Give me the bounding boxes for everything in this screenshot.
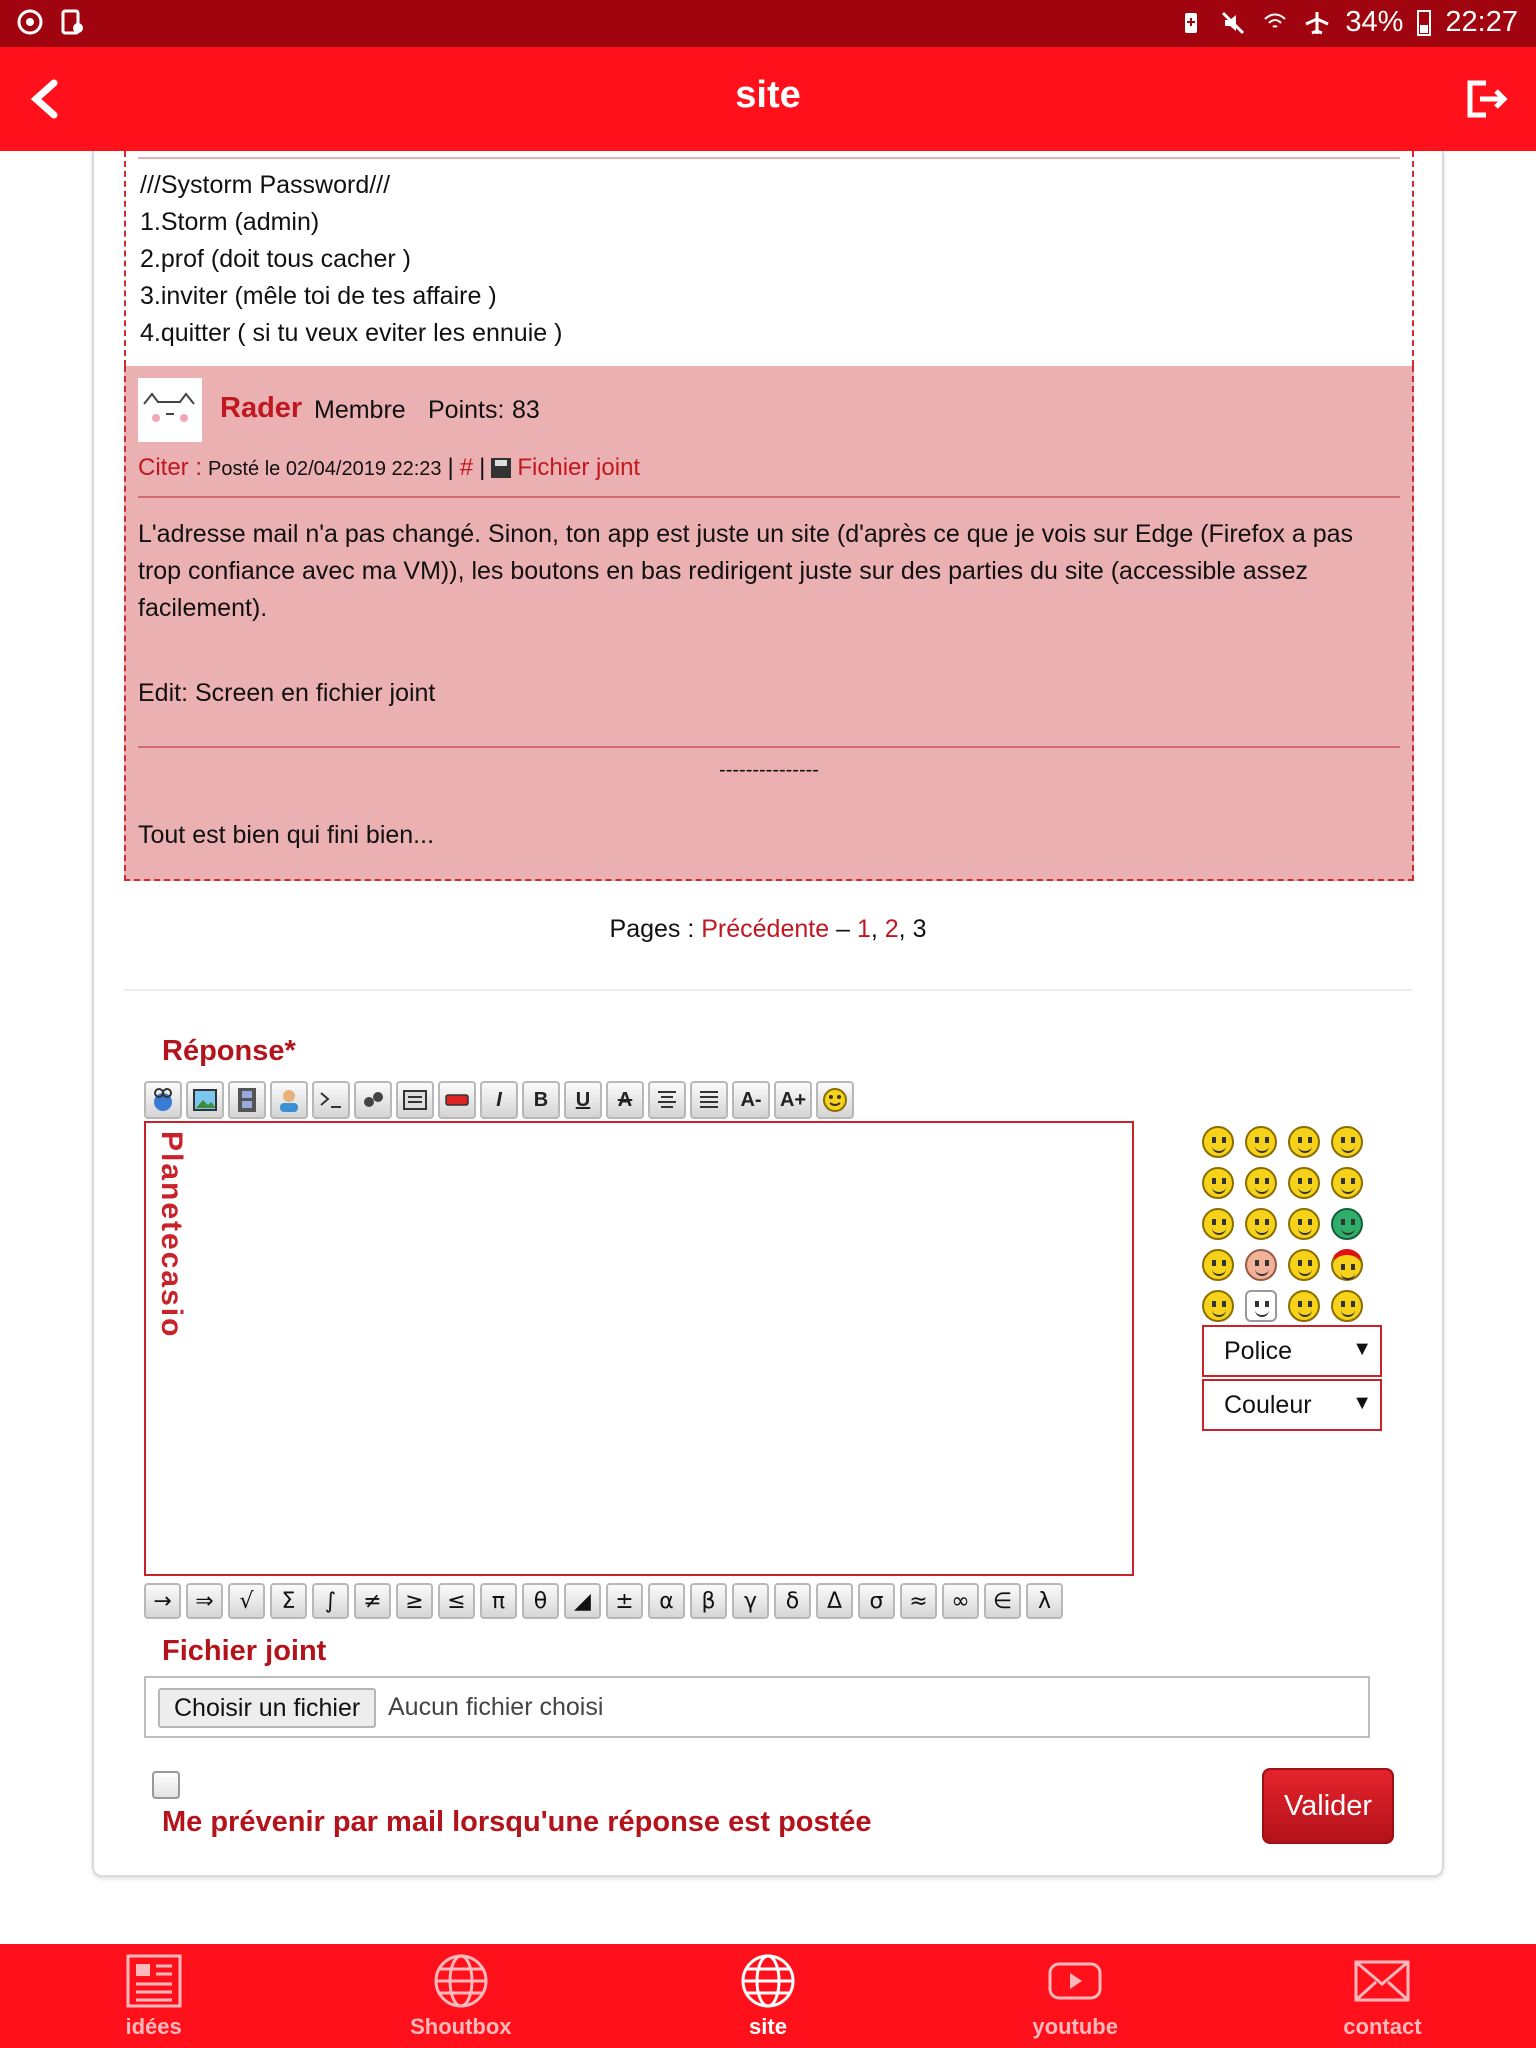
nav-label: site <box>749 2014 787 2039</box>
annoyed-smiley-icon[interactable] <box>1331 1167 1363 1199</box>
divider <box>138 496 1400 498</box>
color-select-value: Couleur <box>1224 1391 1312 1419</box>
battery-icon <box>1417 10 1431 36</box>
previous-page-link[interactable]: Précédente <box>701 915 830 943</box>
color-select[interactable] <box>1202 1379 1382 1431</box>
clock: 22:27 <box>1445 6 1518 38</box>
spoiler-icon[interactable] <box>396 1081 434 1119</box>
code-icon[interactable] <box>312 1081 350 1119</box>
post-body: L'adresse mail n'a pas changé. Sinon, ton app est juste un site (d'après ce que je vois sur Edge (Firefox a pas trop confiance avec ma VM)), les boutons en bas redirigent juste sur des parties du site (accessible assez facilement). <box>138 520 1354 622</box>
symbol-button[interactable]: α <box>648 1583 685 1619</box>
cite-link[interactable]: Citer : <box>138 454 203 481</box>
symbol-button[interactable]: β <box>690 1583 727 1619</box>
symbol-button[interactable]: ≤ <box>438 1583 475 1619</box>
nav-item-youtube[interactable] <box>922 1944 1229 2048</box>
symbol-button[interactable]: π <box>480 1583 517 1619</box>
symbol-button[interactable]: λ <box>1026 1583 1063 1619</box>
nav-item-contact[interactable] <box>1229 1944 1536 2048</box>
frown-smiley-icon[interactable] <box>1202 1290 1234 1322</box>
baby-smiley-icon[interactable] <box>1245 1249 1277 1281</box>
newspaper-icon <box>124 1952 184 2010</box>
image-icon[interactable] <box>186 1081 224 1119</box>
symbol-button[interactable]: ≥ <box>396 1583 433 1619</box>
confused-smiley-icon[interactable] <box>1245 1208 1277 1240</box>
symbol-button[interactable]: → <box>144 1583 181 1619</box>
font-select-value: Police <box>1224 1337 1293 1365</box>
happy-smiley-icon[interactable] <box>1288 1290 1320 1322</box>
mute-icon <box>1219 9 1247 37</box>
devil-smiley-icon[interactable] <box>1331 1290 1363 1322</box>
attachment-link[interactable]: Fichier joint <box>517 454 641 481</box>
post-date: Posté le 02/04/2019 22:23 <box>208 458 442 480</box>
glasses-smiley-icon[interactable] <box>1202 1208 1234 1240</box>
video-icon[interactable] <box>228 1081 266 1119</box>
dropdown-arrow-icon: ▼ <box>1352 1392 1372 1414</box>
green-grin-smiley-icon[interactable] <box>1331 1208 1363 1240</box>
device-icon <box>58 8 86 36</box>
page-1-link[interactable]: 1 <box>856 915 871 943</box>
angry-smiley-icon[interactable] <box>1288 1208 1320 1240</box>
post-edit-note: Edit: Screen en fichier joint <box>138 679 436 707</box>
youtube-icon <box>1045 1952 1105 2010</box>
symbol-button[interactable]: ⇒ <box>186 1583 223 1619</box>
reply-textarea[interactable] <box>144 1121 1134 1576</box>
symbol-button[interactable]: ∞ <box>942 1583 979 1619</box>
nav-label: idées <box>125 2014 182 2039</box>
align-center-icon[interactable] <box>648 1081 686 1119</box>
points-value: 83 <box>512 396 540 424</box>
tongue-smiley-icon[interactable] <box>1331 1126 1363 1158</box>
file-input[interactable] <box>144 1676 1370 1738</box>
post-line: 2.prof (doit tous cacher ) <box>140 245 411 273</box>
file-status: Aucun fichier choisi <box>388 1693 604 1721</box>
smiley-icon[interactable] <box>1202 1126 1234 1158</box>
nav-item-shoutbox[interactable] <box>307 1944 614 2048</box>
post-author[interactable]: Rader <box>220 392 303 424</box>
smiley-panel <box>1202 1126 1363 1322</box>
symbol-button[interactable]: √ <box>228 1583 265 1619</box>
required-mark: * <box>284 1035 296 1067</box>
page-2-link[interactable]: 2 <box>884 915 899 943</box>
rolling-eyes-smiley-icon[interactable] <box>1288 1249 1320 1281</box>
strikethrough-button[interactable]: A <box>606 1081 644 1119</box>
grin-smiley-icon[interactable] <box>1288 1126 1320 1158</box>
nav-label: youtube <box>1032 2014 1118 2039</box>
divider <box>138 746 1400 748</box>
permalink[interactable]: # <box>459 454 474 481</box>
dropdown-arrow-icon: ▼ <box>1352 1338 1372 1360</box>
post-line: 3.inviter (mêle toi de tes affaire ) <box>140 282 497 310</box>
signature: Tout est bien qui fini bien... <box>138 821 435 849</box>
app-bar <box>0 47 1536 151</box>
pages-label: Pages : <box>609 915 695 943</box>
dash: – <box>836 915 850 943</box>
points-label: Points: <box>428 396 505 424</box>
symbol-button[interactable]: ∫ <box>312 1583 349 1619</box>
globe-icon <box>738 1952 798 2010</box>
submit-button[interactable]: Valider <box>1262 1768 1394 1844</box>
symbol-button[interactable]: θ <box>522 1583 559 1619</box>
battery-percent: 34% <box>1345 6 1404 38</box>
symbol-button[interactable]: ∈ <box>984 1583 1021 1619</box>
firefox-icon <box>16 8 44 36</box>
cool-smiley-icon[interactable] <box>1245 1167 1277 1199</box>
symbol-button[interactable]: ≠ <box>354 1583 391 1619</box>
nav-item-site[interactable] <box>614 1944 921 2048</box>
reply-title-text: Réponse <box>162 1035 285 1067</box>
content-card <box>92 151 1444 1877</box>
symbol-toolbar <box>144 1583 1063 1619</box>
attachment-title: Fichier joint <box>162 1635 327 1667</box>
pointing-hand-icon[interactable] <box>1245 1290 1277 1322</box>
symbol-button[interactable]: ≈ <box>900 1583 937 1619</box>
symbol-button[interactable]: σ <box>858 1583 895 1619</box>
battery-saver-icon <box>1177 9 1205 37</box>
divider <box>124 989 1412 991</box>
divider <box>138 157 1400 159</box>
post-line: 4.quitter ( si tu veux eviter les ennuie ) <box>140 319 563 347</box>
sad-smiley-icon[interactable] <box>1288 1167 1320 1199</box>
nav-label: Shoutbox <box>410 2014 512 2039</box>
symbol-button[interactable]: Σ <box>270 1583 307 1619</box>
red-bar-icon[interactable] <box>438 1081 476 1119</box>
signature-separator: --------------- <box>719 759 819 781</box>
wifi-off-icon <box>1261 9 1289 37</box>
nav-label: contact <box>1343 2014 1422 2039</box>
reply-title <box>162 1035 296 1068</box>
symbol-button[interactable]: ± <box>606 1583 643 1619</box>
italic-button[interactable]: I <box>480 1081 518 1119</box>
nav-item-idees[interactable] <box>0 1944 307 2048</box>
notify-checkbox[interactable] <box>152 1771 180 1799</box>
author-role: Membre <box>314 396 406 424</box>
post-meta <box>138 454 640 482</box>
wink-smiley-icon[interactable] <box>1245 1126 1277 1158</box>
mail-icon <box>1352 1952 1412 2010</box>
pagination: Pages : Précédente – 1, 2, 3 <box>609 915 927 943</box>
page-title: site <box>735 74 801 116</box>
font-smaller-button[interactable]: A- <box>732 1081 770 1119</box>
laugh-smiley-icon[interactable] <box>1202 1167 1234 1199</box>
watermark: Planetecasio <box>155 1131 188 1339</box>
font-larger-button[interactable]: A+ <box>774 1081 812 1119</box>
separator: | <box>479 454 486 481</box>
forum-post <box>124 366 1414 881</box>
justify-icon[interactable] <box>690 1081 728 1119</box>
link-icon[interactable] <box>144 1081 182 1119</box>
avatar[interactable] <box>138 378 202 442</box>
post-line: ///Systorm Password/// <box>140 171 391 199</box>
symbol-button[interactable]: Δ <box>816 1583 853 1619</box>
status-bar <box>0 0 1536 47</box>
floppy-disk-icon <box>491 458 511 478</box>
bottom-nav <box>0 1944 1536 2048</box>
surprised-smiley-icon[interactable] <box>1202 1249 1234 1281</box>
format-toolbar <box>144 1081 854 1119</box>
symbol-button[interactable]: γ <box>732 1583 769 1619</box>
separator: | <box>447 454 454 481</box>
post-line: 1.Storm (admin) <box>140 208 320 236</box>
smiley-icon[interactable] <box>816 1081 854 1119</box>
airplane-icon <box>1303 9 1331 37</box>
santa-smiley-icon[interactable] <box>1331 1249 1363 1281</box>
user-icon[interactable] <box>270 1081 308 1119</box>
choose-file-button[interactable]: Choisir un fichier <box>158 1688 376 1728</box>
font-select[interactable] <box>1202 1325 1382 1377</box>
symbol-button[interactable]: ◢ <box>564 1583 601 1619</box>
notify-label[interactable]: Me prévenir par mail lorsqu'une réponse est postée <box>162 1806 872 1838</box>
previous-post <box>124 151 1414 366</box>
underline-button[interactable]: U <box>564 1081 602 1119</box>
bold-button[interactable]: B <box>522 1081 560 1119</box>
logout-icon[interactable] <box>1464 77 1508 121</box>
globe-icon <box>431 1952 491 2010</box>
quote-icon[interactable] <box>354 1081 392 1119</box>
symbol-button[interactable]: δ <box>774 1583 811 1619</box>
current-page: 3 <box>912 915 927 943</box>
